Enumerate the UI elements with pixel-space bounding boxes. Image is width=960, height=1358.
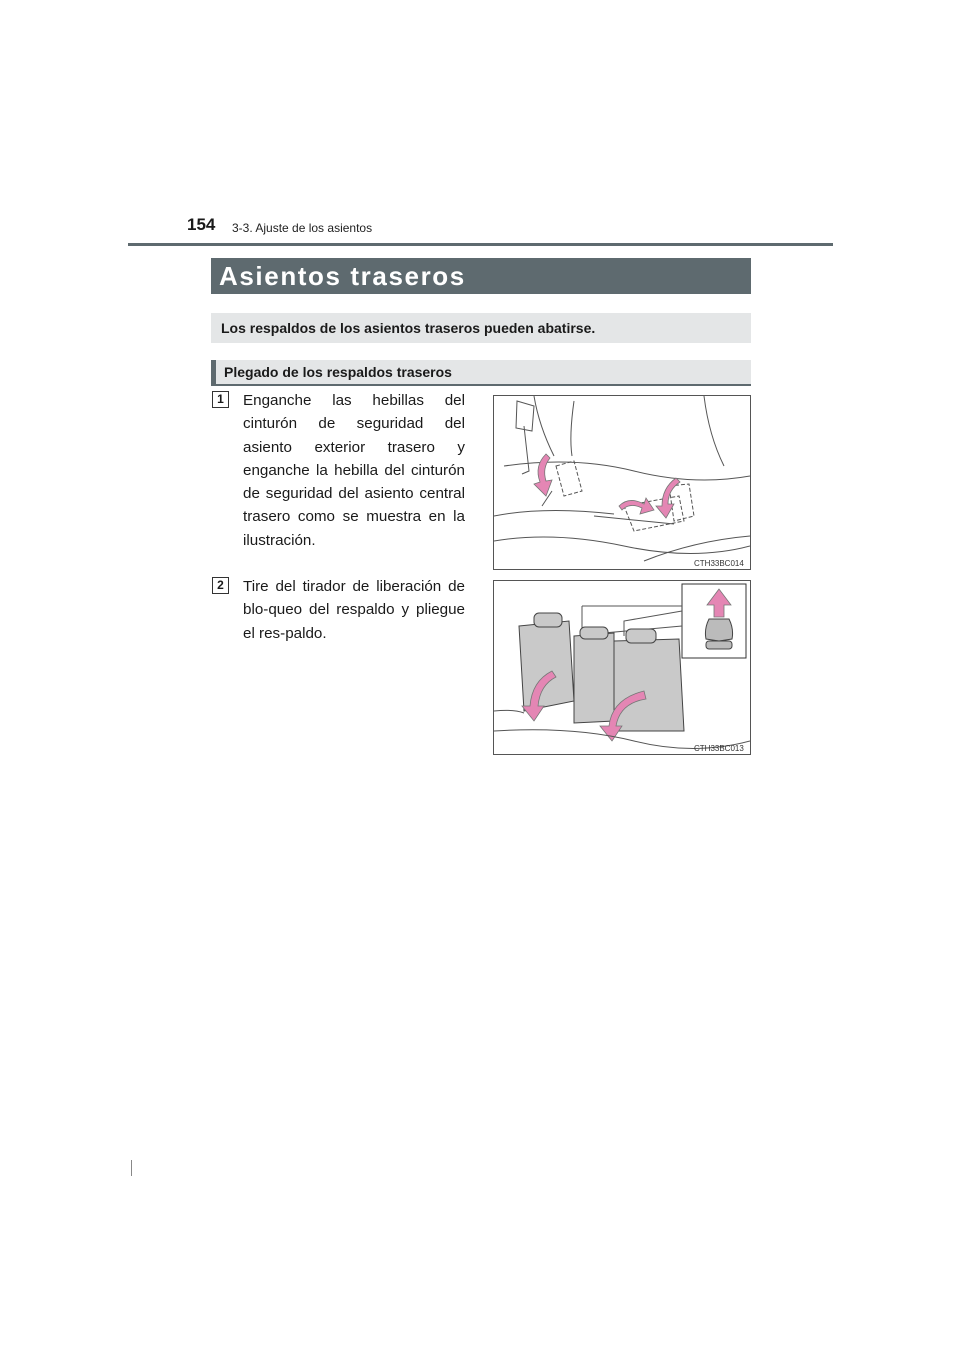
- page-title: Asientos traseros: [211, 258, 751, 294]
- page-number: 154: [187, 215, 216, 234]
- figure-code-2: CTH33BC013: [694, 744, 744, 753]
- seatbelt-illustration: [494, 396, 750, 569]
- step-text-2: Tire del tirador de liberación de blo-queo del respaldo y pliegue el res-paldo.: [243, 578, 465, 642]
- margin-mark: [131, 1160, 132, 1176]
- intro-banner: Los respaldos de los asientos traseros pueden abatirse.: [211, 313, 751, 343]
- section-reference: 3-3. Ajuste de los asientos: [232, 221, 373, 235]
- step-number-2: 2: [212, 577, 229, 594]
- figure-seatbelt-buckles: [493, 395, 751, 570]
- header-rule: [128, 243, 833, 246]
- subsection-heading: Plegado de los respaldos traseros: [211, 360, 751, 386]
- figure-code-1: CTH33BC014: [694, 559, 744, 568]
- step-text-1: Enganche las hebillas del cinturón de seguridad del asiento exterior trasero y enganche la hebilla del cinturón de seguridad del asiento central trasero como se muestra en la ilustración.: [243, 392, 465, 549]
- step-number-1: 1: [212, 391, 229, 408]
- figure-fold-backrest: [493, 580, 751, 755]
- backrest-illustration: [494, 581, 750, 754]
